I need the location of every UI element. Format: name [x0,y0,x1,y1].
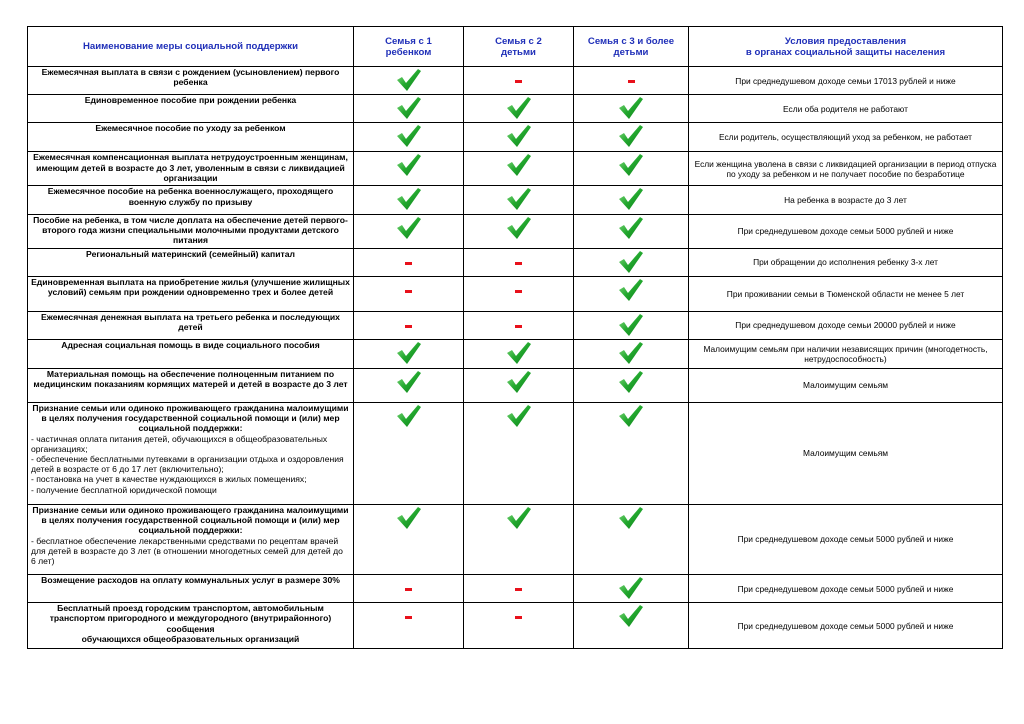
availability-cell-2 [464,152,574,186]
measure-title: Возмещение расходов на оплату коммунальных услуг в размере 30% [41,575,340,586]
check-icon [506,370,532,394]
table-row [28,214,1003,248]
check-icon [396,370,422,394]
condition-text: При среднедушевом доходе семьи 5000 рублей и ниже [689,505,1003,575]
check-icon [506,404,532,428]
condition-text: При среднедушевом доходе семьи 17013 рублей и ниже [689,67,1003,95]
condition-text: Малоимущим семьям [689,403,1003,505]
availability-cell-2 [464,214,574,248]
dash-icon [405,262,412,265]
measure-title: Ежемесячная компенсационная выплата нетрудоустроенным женщинам, имеющим детей в возрасте до 3 лет, уволенным в связи с ликвидацией организации [33,152,348,183]
header-row [28,27,1003,67]
dash-icon [515,290,522,293]
measure-details: - частичная оплата питания детей, обучающихся в общеобразовательных организациях; - обеспечение бесплатными путевками в организации отдыха и оздоровления детей в возрасте от 6 до 17 лет (включительно); - постановка на учет в качестве нуждающихся в жилых помещениях; - получение бесплатной юридической помощи [31,433,344,495]
availability-cell-2 [464,403,574,505]
availability-cell-1 [354,340,464,369]
condition-text: На ребенка в возрасте до 3 лет [689,186,1003,214]
check-icon [618,153,644,177]
availability-cell-3 [574,214,689,248]
check-icon [396,404,422,428]
header-family-2-children: Семья с 2 детьми [464,27,574,67]
table-row [28,603,1003,649]
dash-icon [628,80,635,83]
condition-text: Если женщина уволена в связи с ликвидацией организации в период отпуска по уходу за ребенком и не получает пособие по безработице [689,152,1003,186]
availability-cell-1 [354,214,464,248]
availability-cell-3 [574,505,689,575]
check-icon [618,576,644,600]
check-icon [618,604,644,628]
measure-title: Адресная социальная помощь в виде социального пособия [61,340,320,351]
measure-title: Пособие на ребенка, в том числе доплата на обеспечение детей первого-второго года жизни специальными молочными продуктами детского питания [33,214,348,246]
measure-name [28,311,354,339]
measure-title: Ежемесячное пособие по уходу за ребенком [95,123,286,134]
condition-text: Малоимущим семьям при наличии независящих причин (многодетность, нетрудоспособность) [689,340,1003,369]
check-icon [618,216,644,240]
dash-icon [515,588,522,591]
dash-icon [515,325,522,328]
availability-cell-3 [574,603,689,649]
availability-cell-3 [574,340,689,369]
measure-name [28,505,354,575]
availability-cell-1 [354,575,464,603]
check-icon [506,216,532,240]
table-row [28,186,1003,214]
availability-cell-1 [354,123,464,152]
availability-cell-3 [574,311,689,339]
measure-title: Материальная помощь на обеспечение полноценным питанием по медицинским показаниям кормящих матерей и детей в возрасте до 3 лет [33,369,348,390]
dash-icon [405,588,412,591]
dash-icon [405,616,412,619]
availability-cell-3 [574,186,689,214]
check-icon [506,124,532,148]
header-conditions: Условия предоставления в органах социальной защиты населения [689,27,1003,67]
header-family-1-child: Семья с 1 ребенком [354,27,464,67]
availability-cell-3 [574,276,689,311]
measure-name [28,67,354,95]
availability-cell-3 [574,248,689,276]
availability-cell-3 [574,403,689,505]
availability-cell-2 [464,186,574,214]
measure-title: Единовременная выплата на приобретение жилья (улучшение жилищных условий) семьям при рождении одновременно трех и более детей [31,276,350,298]
table-row [28,369,1003,403]
dash-icon [405,290,412,293]
availability-cell-1 [354,152,464,186]
measure-name [28,369,354,403]
header-measure-name: Наименование меры социальной поддержки [28,27,354,67]
availability-cell-1 [354,95,464,123]
table-row [28,123,1003,152]
check-icon [618,250,644,274]
measure-name [28,403,354,505]
availability-cell-3 [574,123,689,152]
table-row [28,152,1003,186]
availability-cell-3 [574,575,689,603]
table-row [28,403,1003,505]
condition-text: Малоимущим семьям [689,369,1003,403]
check-icon [618,341,644,365]
check-icon [396,96,422,120]
availability-cell-3 [574,369,689,403]
table-row [28,505,1003,575]
measure-title: Бесплатный проезд городским транспортом, автомобильным транспортом пригородного и междугородного (внутрирайонного) сообщения обучающихся общеобразовательных организаций [49,603,332,644]
condition-text: При среднедушевом доходе семьи 5000 рублей и ниже [689,603,1003,649]
measure-title: Ежемесячная выплата в связи с рождением (усыновлением) первого ребенка [41,67,340,88]
condition-text: Если оба родителя не работают [689,95,1003,123]
check-icon [618,187,644,211]
measure-title: Ежемесячная денежная выплата на третьего ребенка и последующих детей [41,311,340,333]
measure-name [28,123,354,152]
check-icon [618,96,644,120]
measure-title: Единовременное пособие при рождении ребенка [84,95,297,106]
measure-name [28,214,354,248]
table-row [28,575,1003,603]
check-icon [396,68,422,92]
table-row [28,95,1003,123]
measure-name [28,248,354,276]
table-body [28,67,1003,649]
availability-cell-3 [574,152,689,186]
measure-name [28,276,354,311]
availability-cell-1 [354,311,464,339]
availability-cell-2 [464,276,574,311]
availability-cell-1 [354,186,464,214]
benefits-sheet [27,26,1002,649]
check-icon [506,187,532,211]
measure-name [28,340,354,369]
check-icon [506,153,532,177]
availability-cell-3 [574,67,689,95]
condition-text: При проживании семьи в Тюменской области не менее 5 лет [689,276,1003,311]
dash-icon [515,80,522,83]
table-row [28,276,1003,311]
condition-text: При среднедушевом доходе семьи 20000 рублей и ниже [689,311,1003,339]
availability-cell-2 [464,67,574,95]
availability-cell-2 [464,603,574,649]
measure-name [28,575,354,603]
condition-text: При обращении до исполнения ребенку 3-х лет [689,248,1003,276]
condition-text: При среднедушевом доходе семьи 5000 рублей и ниже [689,214,1003,248]
availability-cell-2 [464,95,574,123]
availability-cell-2 [464,575,574,603]
check-icon [618,124,644,148]
measure-title: Признание семьи или одиноко проживающего гражданина малоимущими в целях получения государственной социальной помощи и (или) мер социальной поддержки: [32,403,349,434]
measure-title: Ежемесячное пособие на ребенка военнослужащего, проходящего военную службу по призыву [47,186,334,207]
availability-cell-3 [574,95,689,123]
condition-text: При среднедушевом доходе семьи 5000 рублей и ниже [689,575,1003,603]
availability-cell-1 [354,505,464,575]
measure-name [28,603,354,649]
availability-cell-1 [354,403,464,505]
benefits-table [27,26,1003,649]
check-icon [618,506,644,530]
measure-details: - бесплатное обеспечение лекарственными средствами по рецептам врачей для детей в возрасте до 3 лет (в отношении многодетных семей для детей до 6 лет) [31,535,343,567]
measure-name [28,186,354,214]
availability-cell-2 [464,369,574,403]
measure-name [28,152,354,186]
check-icon [618,313,644,337]
availability-cell-2 [464,248,574,276]
check-icon [396,187,422,211]
check-icon [506,506,532,530]
dash-icon [405,325,412,328]
check-icon [396,124,422,148]
measure-name [28,95,354,123]
check-icon [506,341,532,365]
check-icon [396,506,422,530]
check-icon [396,216,422,240]
availability-cell-2 [464,505,574,575]
availability-cell-1 [354,276,464,311]
check-icon [506,96,532,120]
availability-cell-2 [464,123,574,152]
availability-cell-1 [354,67,464,95]
check-icon [618,278,644,302]
table-row [28,248,1003,276]
table-row [28,311,1003,339]
table-row [28,67,1003,95]
dash-icon [515,616,522,619]
header-family-3-children: Семья с 3 и более детьми [574,27,689,67]
availability-cell-2 [464,340,574,369]
condition-text: Если родитель, осуществляющий уход за ребенком, не работает [689,123,1003,152]
check-icon [618,404,644,428]
check-icon [396,153,422,177]
dash-icon [515,262,522,265]
availability-cell-1 [354,248,464,276]
measure-title: Региональный материнский (семейный) капитал [86,248,295,259]
availability-cell-2 [464,311,574,339]
availability-cell-1 [354,369,464,403]
check-icon [396,341,422,365]
availability-cell-1 [354,603,464,649]
check-icon [618,370,644,394]
measure-title: Признание семьи или одиноко проживающего гражданина малоимущими в целях получения государственной социальной помощи и (или) мер социальной поддержки: [32,505,349,536]
table-row [28,340,1003,369]
